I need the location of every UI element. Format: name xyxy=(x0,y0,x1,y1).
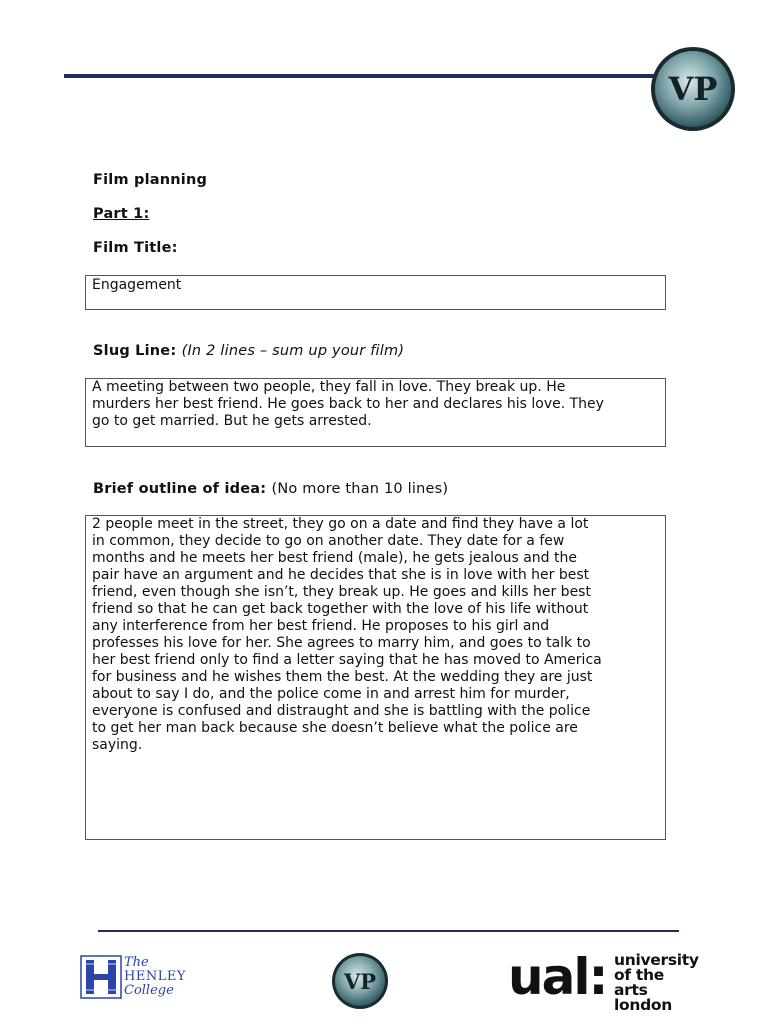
outline-note: (No more than 10 lines) xyxy=(271,481,449,497)
footer-vp-logo-text: VP xyxy=(343,969,377,994)
outline-line: in common, they decide to go on another date. They date for a few xyxy=(92,533,565,549)
outline-line: saying. xyxy=(92,737,143,753)
slug-line: go to get married. But he gets arrested. xyxy=(92,413,372,429)
outline-label xyxy=(93,481,448,497)
vp-logo xyxy=(650,46,736,132)
slug-line-box[interactable] xyxy=(85,378,666,447)
ual-line2: of the arts xyxy=(614,966,664,999)
ual-mark: ual: xyxy=(508,948,607,1006)
outline-line: her best friend only to find a letter saying that he has moved to America xyxy=(92,652,602,668)
outline-line: everyone is confused and distraught and she is battling with the police xyxy=(92,703,591,719)
ual-line1: university xyxy=(614,951,699,969)
henley-the: The xyxy=(124,955,149,970)
outline-line: months and he meets her best friend (male), he gets jealous and the xyxy=(92,550,577,566)
outline-line: to get her man back because she doesn’t believe what the police are xyxy=(92,720,578,736)
outline-line: pair have an argument and he decides that she is in love with her best xyxy=(92,567,590,583)
ual-logo xyxy=(508,948,699,1014)
footer-rule xyxy=(98,930,679,932)
film-title-label: Film Title: xyxy=(93,240,178,256)
slug-line-note: (In 2 lines – sum up your film) xyxy=(181,343,405,359)
henley-college-logo xyxy=(80,955,200,999)
outline-line: professes his love for her. She agrees to marry him, and goes to talk to xyxy=(92,635,591,651)
slug-line-title: Slug Line: xyxy=(93,343,177,359)
outline-line: friend, even though she isn’t, they break up. He goes and kills her best xyxy=(92,584,591,600)
film-title-box[interactable] xyxy=(85,275,666,310)
outline-line: about to say I do, and the police come in and arrest him for murder, xyxy=(92,686,570,702)
film-title-value: Engagement xyxy=(92,277,182,293)
footer-vp-logo xyxy=(331,952,389,1010)
slug-line-label xyxy=(93,343,404,359)
outline-title: Brief outline of idea: xyxy=(93,481,267,497)
outline-line: 2 people meet in the street, they go on a date and find they have a lot xyxy=(92,516,589,532)
henley-college: College xyxy=(124,983,174,998)
outline-line: any interference from her best friend. He proposes to his girl and xyxy=(92,618,550,634)
part-label: Part 1: xyxy=(93,206,150,222)
slug-line: A meeting between two people, they fall in love. They break up. He xyxy=(92,379,566,395)
slug-line: murders her best friend. He goes back to her and declares his love. They xyxy=(92,396,604,412)
henley-name: HENLEY xyxy=(124,969,186,984)
outline-line: friend so that he can get back together with the love of his life without xyxy=(92,601,589,617)
outline-line: for business and he wishes them the best. At the wedding they are just xyxy=(92,669,593,685)
page-heading: Film planning xyxy=(93,172,208,188)
ual-wordmark xyxy=(614,953,699,1013)
ual-line3: london xyxy=(614,996,672,1014)
henley-wordmark xyxy=(124,956,186,998)
header-rule xyxy=(64,74,664,78)
vp-logo-text: VP xyxy=(668,70,718,108)
outline-text xyxy=(92,516,659,754)
slug-line-text xyxy=(92,379,659,430)
henley-h-icon xyxy=(80,955,122,999)
outline-box[interactable] xyxy=(85,515,666,840)
